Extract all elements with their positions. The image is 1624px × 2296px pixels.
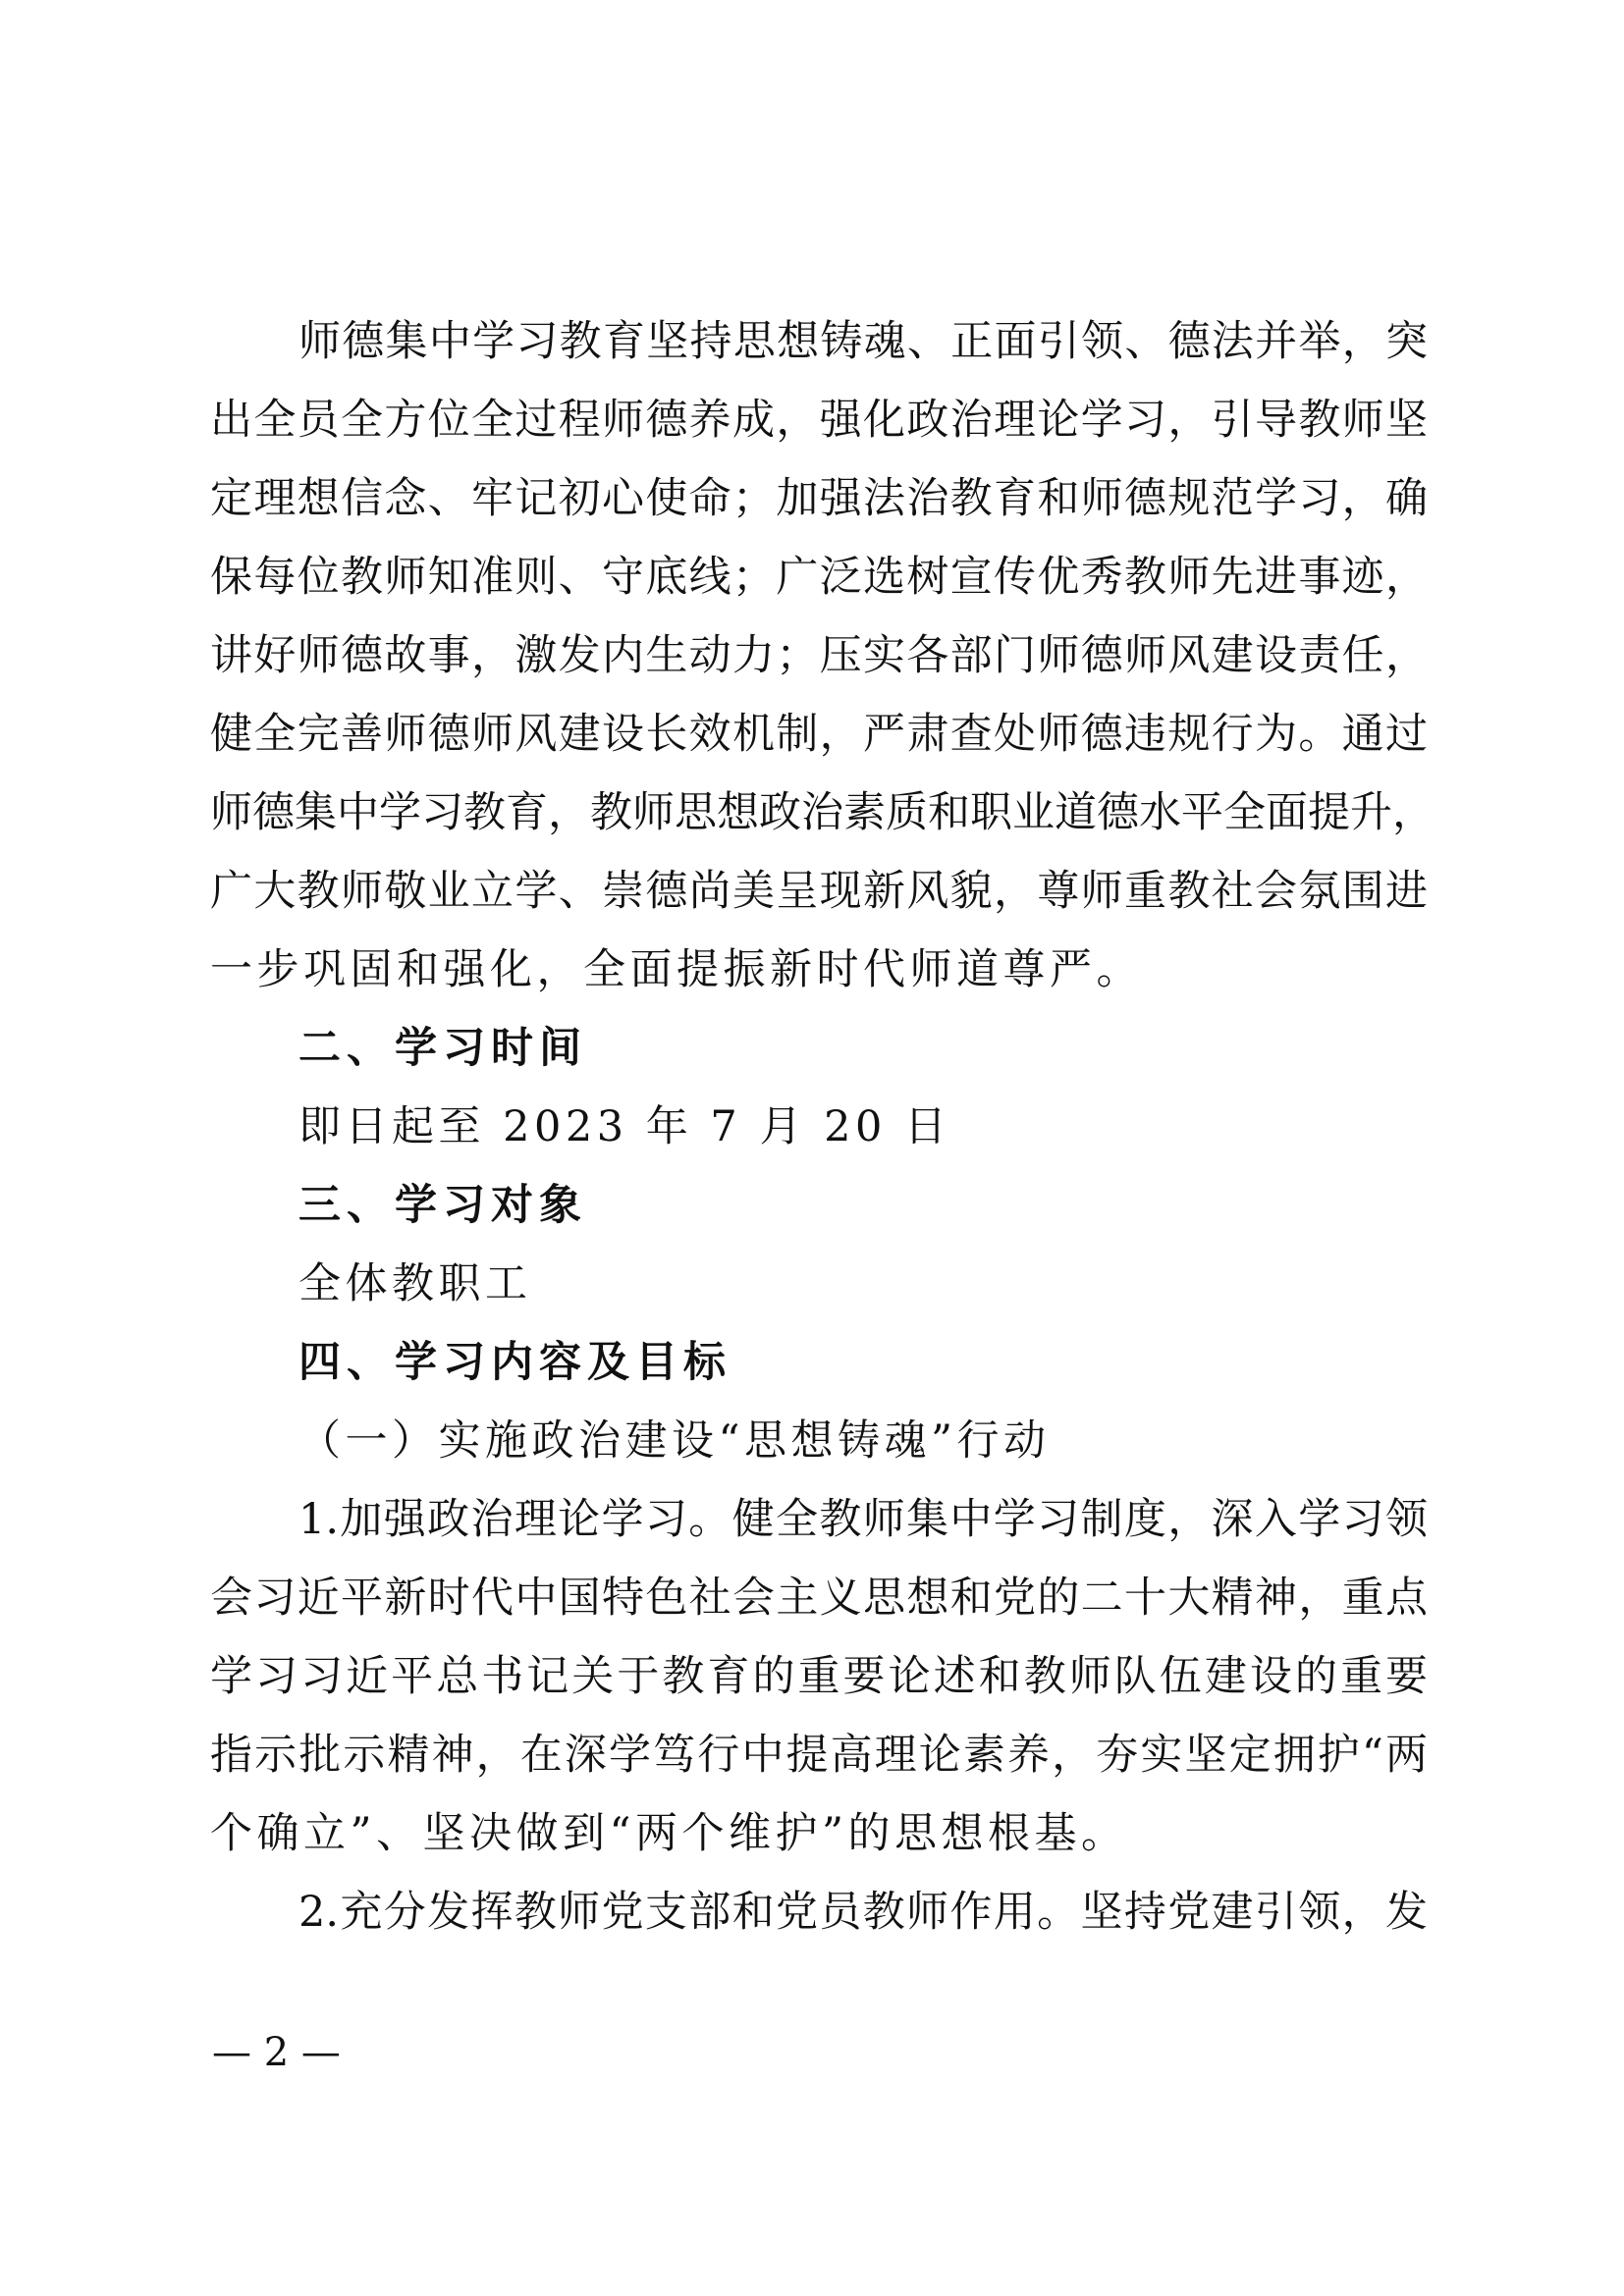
page-number: — 2 —	[212, 2030, 341, 2075]
item-1-line-5: 个确立”、坚决做到“两个维护”的思想根基。	[210, 1809, 1128, 1858]
item-1-line-4: 指示批示精神，在深学笃行中提高理论素养，夯实坚定拥护“两	[210, 1731, 1428, 1780]
paragraph-1-line-1: 师德集中学习教育坚持思想铸魂、正面引领、德法并举，突	[298, 317, 1428, 366]
paragraph-1-line-4: 保每位教师知准则、守底线；广泛选树宣传优秀教师先进事迹，	[210, 553, 1428, 602]
section-2-body: 即日起至 2023 年 7 月 20 日	[298, 1102, 951, 1151]
paragraph-1-line-6: 健全完善师德师风建设长效机制，严肃查处师德违规行为。通过	[210, 710, 1428, 759]
paragraph-1-line-7: 师德集中学习教育，教师思想政治素质和职业道德水平全面提升，	[210, 788, 1435, 837]
paragraph-1-line-9: 一步巩固和强化，全面提振新时代师道尊严。	[210, 945, 1143, 994]
section-4-heading: 四、学习内容及目标	[298, 1338, 731, 1387]
paragraph-1-line-2: 出全员全方位全过程师德养成，强化政治理论学习，引导教师坚	[210, 396, 1428, 445]
section-3-heading: 三、学习对象	[298, 1181, 587, 1230]
paragraph-1-line-5: 讲好师德故事，激发内生动力；压实各部门师德师风建设责任，	[210, 631, 1428, 680]
paragraph-1-line-8: 广大教师敬业立学、崇德尚美呈现新风貌，尊师重教社会氛围进	[210, 867, 1428, 916]
item-1-line-1: 1.加强政治理论学习。健全教师集中学习制度，深入学习领	[298, 1495, 1428, 1544]
paragraph-1-line-3: 定理想信念、牢记初心使命；加强法治教育和师德规范学习，确	[210, 474, 1428, 523]
section-2-heading: 二、学习时间	[298, 1024, 587, 1073]
item-1-line-3: 学习习近平总书记关于教育的重要论述和教师队伍建设的重要	[210, 1652, 1428, 1701]
section-3-body: 全体教职工	[298, 1259, 532, 1308]
item-1-line-2: 会习近平新时代中国特色社会主义思想和党的二十大精神，重点	[210, 1574, 1428, 1623]
section-4-subheading: （一）实施政治建设“思想铸魂”行动	[298, 1416, 1051, 1466]
item-2-line-1: 2.充分发挥教师党支部和党员教师作用。坚持党建引领，发	[298, 1888, 1428, 1937]
